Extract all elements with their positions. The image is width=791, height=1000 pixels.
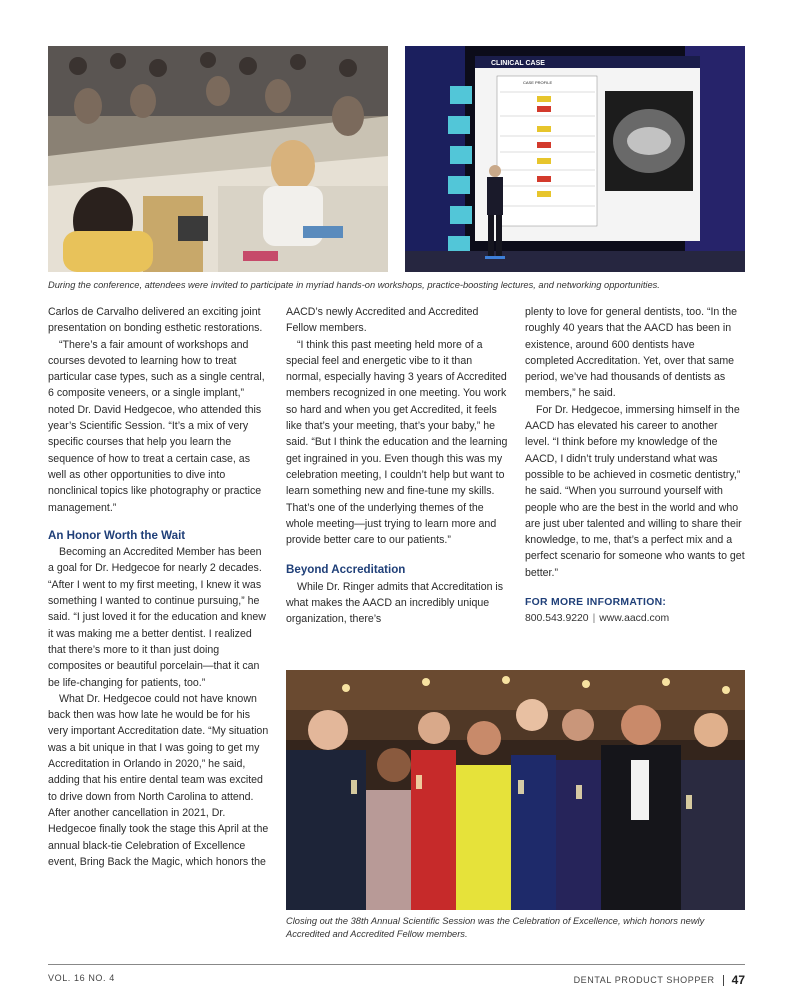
workshop-photo (48, 46, 388, 272)
section-heading-honor: An Honor Worth the Wait (48, 528, 186, 542)
contact-line (525, 611, 745, 627)
paragraph: What Dr. Hedgecoe could not have known back then was how late he would be for his very important Accreditation date. “My situation was a bit unique in that I was going to get my Accreditation in Orlando in 2020,” he said, adding that his entire dental team was excited to drive down from North Carolina to attend. After another cancellation in 2021, Dr. Hedgecoe finally took the stage this April at the annual black-tie Celebration of Excellence event, Bring Back the Magic, which honors the (48, 692, 269, 868)
contact-separator: | (592, 613, 596, 625)
publication-name: DENTAL PRODUCT SHOPPER (573, 975, 715, 985)
stage-screen-heading: CLINICAL CASE (491, 60, 545, 67)
gala-photo-caption: Closing out the 38th Annual Scientific Session was the Celebration of Excellence, which honors newly Accredited and Accredited Fellow members. (286, 916, 705, 939)
footer-divider (48, 964, 745, 965)
footer-separator (723, 975, 724, 986)
top-photo-caption: During the conference, attendees were invited to participate in myriad hands-on workshops, practice-boosting lectures, and networking opportunities. (48, 280, 660, 290)
article-column-1 (48, 304, 270, 870)
paragraph: Carlos de Carvalho delivered an exciting joint presentation on bonding esthetic restorations. (48, 306, 263, 335)
paragraph: While Dr. Ringer admits that Accreditation is what makes the AACD an incredibly unique organization, there’s (286, 580, 504, 626)
article-column-2 (286, 304, 509, 628)
phone-number: 800.543.9220 (525, 613, 589, 625)
footer-publication (574, 973, 745, 987)
more-info-heading: FOR MORE INFORMATION: (525, 597, 667, 609)
page-number: 47 (731, 973, 745, 987)
paragraph: “I think this past meeting held more of a special feel and energetic vibe to it than normal, especially having 3 years of Accredited members recognized in one meeting. You work so hard and when you get Accredited, it feels like that’s your meeting, that’s your baby,” he said. “But I think the education and the learning get ingrained in you. Even though this was my celebration meeting, I couldn’t help but want to learn something new and fine-tune my skills. That’s one of the underlying themes of the whole meeting—just trying to learn more and provide better care to our patients.” (286, 338, 508, 547)
paragraph: AACD’s newly Accredited and Accredited Fellow members. (286, 306, 479, 335)
paragraph: plenty to love for general dentists, too. “In the roughly 40 years that the AACD has been in existence, around 600 dentists have completed Accreditation. Yet, over that same period, we’ve had thousands of dentists as members,” he said. (525, 306, 737, 400)
gala-group-photo (286, 670, 745, 910)
stage-screen-label: CASE PROFILE (523, 80, 553, 85)
paragraph: “There’s a fair amount of workshops and courses devoted to learning how to treat particular case types, such as a single central, 6 composite veneers, or a single implant,” noted Dr. David Hedgecoe, who attended this year’s Scientific Session. “It’s a mix of very specific courses that help you learn the sequence of how to treat a certain case, as well as other opportunities to dive into nonclinical topics like photography or practice management.” (48, 338, 265, 514)
section-heading-beyond: Beyond Accreditation (286, 563, 406, 577)
footer-volume: VOL. 16 NO. 4 (48, 973, 115, 983)
paragraph: Becoming an Accredited Member has been a goal for Dr. Hedgecoe for nearly 2 decades. “After I went to my first meeting, I knew it was something I wanted to continue pursuing,” he said. “I just loved it for the education and knew it was making me a better dentist. I realized that there’s more to it than just doing composites or beautiful porcelain—that it can be life-changing for patients, too.” (48, 546, 266, 689)
paragraph: For Dr. Hedgecoe, immersing himself in the AACD has elevated his career to another level. “I think before my knowledge of the AACD, I didn’t truly understand what was possible to be achieved in cosmetic dentistry,” he said. “When you surround yourself with people who are the best in the world and who are just uber talented and willing to share their knowledge, to me, that’s a perfect mix and a perfect scenario for someone who wants to get better.” (525, 403, 745, 579)
article-column-3 (525, 304, 745, 628)
website-link[interactable]: www.aacd.com (599, 613, 670, 625)
stage-presentation-photo (405, 46, 745, 272)
